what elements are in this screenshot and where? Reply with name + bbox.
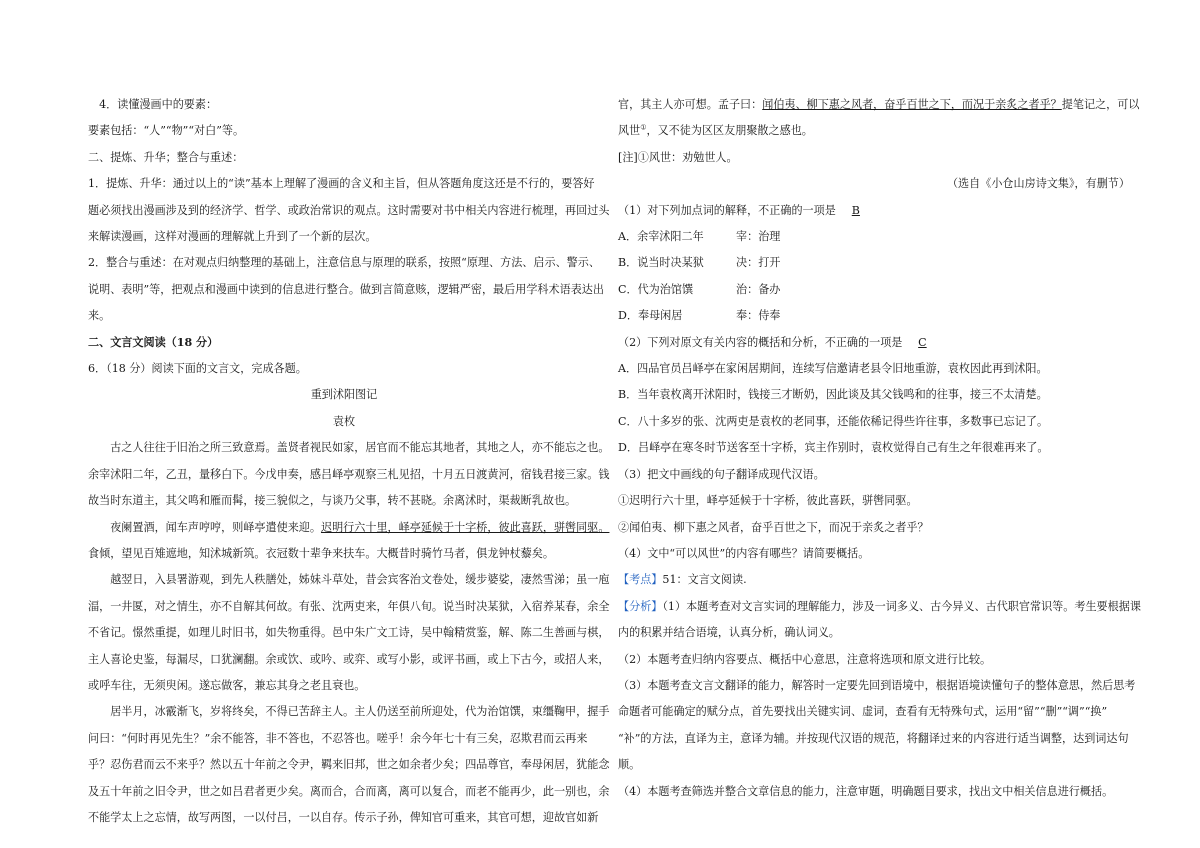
- essay-line: [88, 515, 610, 541]
- essay-text: 官，其主人亦可想。孟子曰：: [618, 98, 763, 111]
- essay-line: 湢，一井匽，对之情生，亦不自解其何故。有张、沈两吏来，年俱八旬。说当时决某狱，入宿养某春，余全: [88, 599, 610, 613]
- option-text: C．代为治馆馔: [618, 282, 694, 296]
- option-b: [618, 250, 1130, 276]
- question-text: （1）对下列加点词的解释，不正确的一项是: [618, 203, 836, 217]
- option-d: [618, 303, 1130, 329]
- fenxi-line: 内的积累并结合语境，认真分析，确认词义。: [618, 626, 840, 640]
- sub-question-2: [618, 330, 1130, 356]
- essay-line: 居半月，冰霰渐飞，岁将终矣，不得已苦辞主人。主人仍送至前所迎处，代为治馆馔，束缰鞠甲，握手: [110, 705, 610, 719]
- essay-line: [618, 118, 1130, 144]
- essay-text: ，又不徒为区区友朋聚散之感也。: [646, 124, 813, 138]
- option-c: [618, 277, 1130, 303]
- statement-d: D．吕峄亭在寒冬时节送客至十字桥，宾主作别时，袁枚觉得自己有生之年很难再来了。: [618, 441, 1049, 455]
- option-gloss: 治：备办: [736, 282, 781, 296]
- essay-line: 不能学太上之忘情，故写两图，一以付吕，一以自存。传示子孙，俾知官可重来，其官可想，迎故官如新: [88, 810, 599, 824]
- text-line: 要素包括：“人”“物”“对白”等。: [88, 124, 245, 138]
- essay-line: 故当时东道主，其父鸣和雁而髯，接三貌似之，与谈乃父事，转不甚晓。余离沭时，渠裁断乳故也。: [88, 494, 577, 508]
- sub-question-1: [618, 198, 1130, 224]
- fenxi-line: 顺。: [618, 758, 641, 772]
- question-text: （2）下列对原文有关内容的概括和分析，不正确的一项是: [618, 335, 903, 349]
- option-gloss: 决：打开: [736, 256, 781, 270]
- fenxi-line: [618, 594, 1141, 620]
- kaodian-line: [618, 567, 1130, 593]
- option-text: A．余宰沭阳二年: [618, 230, 704, 244]
- fenxi-line: “补”的方法，直译为主，意译为辅。并按现代汉语的规范，将翻译过来的内容进行适当调整，达到词达句: [618, 731, 1129, 745]
- answer-blank: C: [918, 335, 927, 349]
- underlined-sentence: 迟明行六十里，峄亭延候于十字桥，彼此喜跃，骈辔同驱。: [320, 520, 610, 534]
- section-title: 二、文言文阅读（18 分）: [88, 335, 219, 349]
- text-line: 说明、表明”等，把观点和漫画中读到的信息进行整合。做到言简意赅，逻辑严密，最后用学科术语表达出: [88, 282, 604, 296]
- option-text: B．说当时决某狱: [618, 256, 704, 270]
- sub-question-4: （4）文中“可以风世”的内容有哪些？请简要概括。: [618, 546, 870, 560]
- essay-line: 及五十年前之旧令尹，世之如吕君者更少矣。离而合，合而离，离可以复合，而老不能再少，此一别也，余: [88, 784, 610, 798]
- essay-text: 夜阑置酒，闻车声哼哼，则峄亭遣使来迎。: [110, 520, 321, 534]
- sub-question-3: （3）把文中画线的句子翻译成现代汉语。: [618, 467, 825, 481]
- option-a: [618, 224, 1130, 250]
- text-line: 4．读懂漫画中的要素：: [99, 98, 218, 111]
- option-text: D．奉母闲居: [618, 309, 683, 323]
- statement-a: A．四品官员吕峄亭在家闲居期间，连续写信邀请老县令旧地重游，袁枚因此再到沭阳。: [618, 362, 1048, 376]
- fenxi-line: （2）本题考查归纳内容要点、概括中心意思，注意将选项和原文进行比较。: [618, 652, 992, 666]
- left-column: [88, 92, 610, 831]
- essay-author: 袁枚: [332, 414, 356, 428]
- option-gloss: 奉：侍奉: [736, 309, 781, 323]
- essay-line: 问曰：“何时再见先生？”余不能答，非不答也，不忍答也。嗟乎！余今年七十有三矣，忍欺君而云再来: [88, 731, 588, 745]
- footnote: [注]①风世：劝勉世人。: [618, 150, 738, 164]
- essay-line: 古之人往往于旧治之所三致意焉。盖贤者视民如家，居官而不能忘其地者，其地之人，亦不能忘之也。: [110, 441, 610, 455]
- statement-c: C．八十多岁的张、沈两吏是袁枚的老同事，还能依稀记得些许往事，多数事已忘记了。: [618, 414, 1049, 428]
- text-line: 1．提炼、升华：通过以上的“读”基本上理解了漫画的含义和主旨，但从答题角度这还是不行的，要答好: [88, 177, 595, 191]
- essay-line: 乎？忍伤君而云不来乎？然以五十年前之令尹，羁来旧邦，世之如余者少矣；四品尊官，奉母闲居，犹能念: [88, 758, 610, 772]
- fenxi-label: 【分析】: [618, 599, 663, 613]
- text-line: 二、提炼、升华；整合与重述：: [88, 150, 244, 164]
- essay-line: 越翌日，入县署游观，到先人秩膳处，姊妹斗草处，昔会宾客治文卷处，缓步婆娑，凄然雪涕；虽一庖: [110, 573, 610, 587]
- fenxi-line: （3）本题考查文言文翻译的能力，解答时一定要先回到语境中，根据语境读懂句子的整体意思，然后思考: [618, 678, 1136, 692]
- essay-title: 重到沭阳图记: [310, 388, 378, 402]
- footnote-marker: ①: [640, 123, 647, 132]
- answer-blank: B: [851, 203, 860, 217]
- right-column: [618, 92, 1141, 805]
- essay-text: 风世: [618, 124, 641, 138]
- source-citation: （选自《小仓山房诗文集》，有删节）: [946, 177, 1130, 191]
- text-line: 来。: [88, 309, 111, 323]
- essay-line: 余宰沭阳二年，乙丑，量移白下。今戊申奏，感吕峄亭观察三札见招，十月五日渡黄河，宿钱君接三家。钱: [88, 467, 610, 481]
- translate-sentence-2: ②闻伯夷、柳下惠之风者，奋乎百世之下，而况于亲炙之者乎？: [618, 520, 929, 534]
- essay-line: 不省记。憬然重提，如理儿时旧书，如失物重得。邑中朱广文工诗，吴中翰精赏鉴，解、陈二生善画与棋，: [88, 626, 610, 640]
- essay-line: [618, 92, 1140, 118]
- fenxi-text: （1）本题考查对文言实词的理解能力，涉及一词多义、古今异义、古代职官常识等。考生要根据课: [662, 599, 1141, 613]
- underlined-sentence: 闻伯夷、柳下惠之风者，奋乎百世之下，而况于亲炙之者乎？: [762, 98, 1062, 111]
- translate-sentence-1: ①迟明行六十里，峄亭延候于十字桥，彼此喜跃，骈辔同驱。: [618, 494, 918, 508]
- essay-line: 或呼车往，无须臾闲。遂忘做客，兼忘其身之老且衰也。: [88, 678, 366, 692]
- text-line: 2．整合与重述：在对观点归纳整理的基础上，注意信息与原理的联系，按照“原理、方法、启示、警示、: [88, 256, 600, 270]
- option-gloss: 宰：治理: [736, 230, 781, 244]
- essay-line: 主人喜论史鉴，每漏尽，口犹澜翻。余或饮、或吟、或弈、或写小影，或评书画，或上下古今，或招人来，: [88, 652, 610, 666]
- essay-line: 食倾，望见百雉遮地，知沭城新筑。衣冠数十辈争来扶车。大概昔时骑竹马者，俱龙钟杖藜矣。: [88, 546, 554, 560]
- text-line: 来解读漫画，这样对漫画的理解就上升到了一个新的层次。: [88, 230, 377, 244]
- fenxi-line: 命题者可能确定的赋分点，首先要找出关键实词、虚词，查看有无特殊句式，运用“留”“删”“调”“换”: [618, 705, 1108, 719]
- kaodian-text: 51：文言文阅读.: [662, 573, 747, 587]
- essay-text: 提笔记之，可以: [1061, 98, 1140, 111]
- text-line: 题必须找出漫画涉及到的经济学、哲学、或政治常识的观点。这时需要对书中相关内容进行梳理，再回过头: [88, 203, 610, 217]
- fenxi-line: （4）本题考查筛选并整合文章信息的能力，注意审题，明确题目要求，找出文中相关信息进行概括。: [618, 784, 1114, 798]
- kaodian-label: 【考点】: [618, 573, 663, 587]
- question-6-stem: 6．（18 分）阅读下面的文言文，完成各题。: [88, 362, 307, 376]
- statement-b: B．当年袁枚离开沭阳时，钱接三才断奶，因此谈及其父钱鸣和的往事，接三不太清楚。: [618, 388, 1048, 402]
